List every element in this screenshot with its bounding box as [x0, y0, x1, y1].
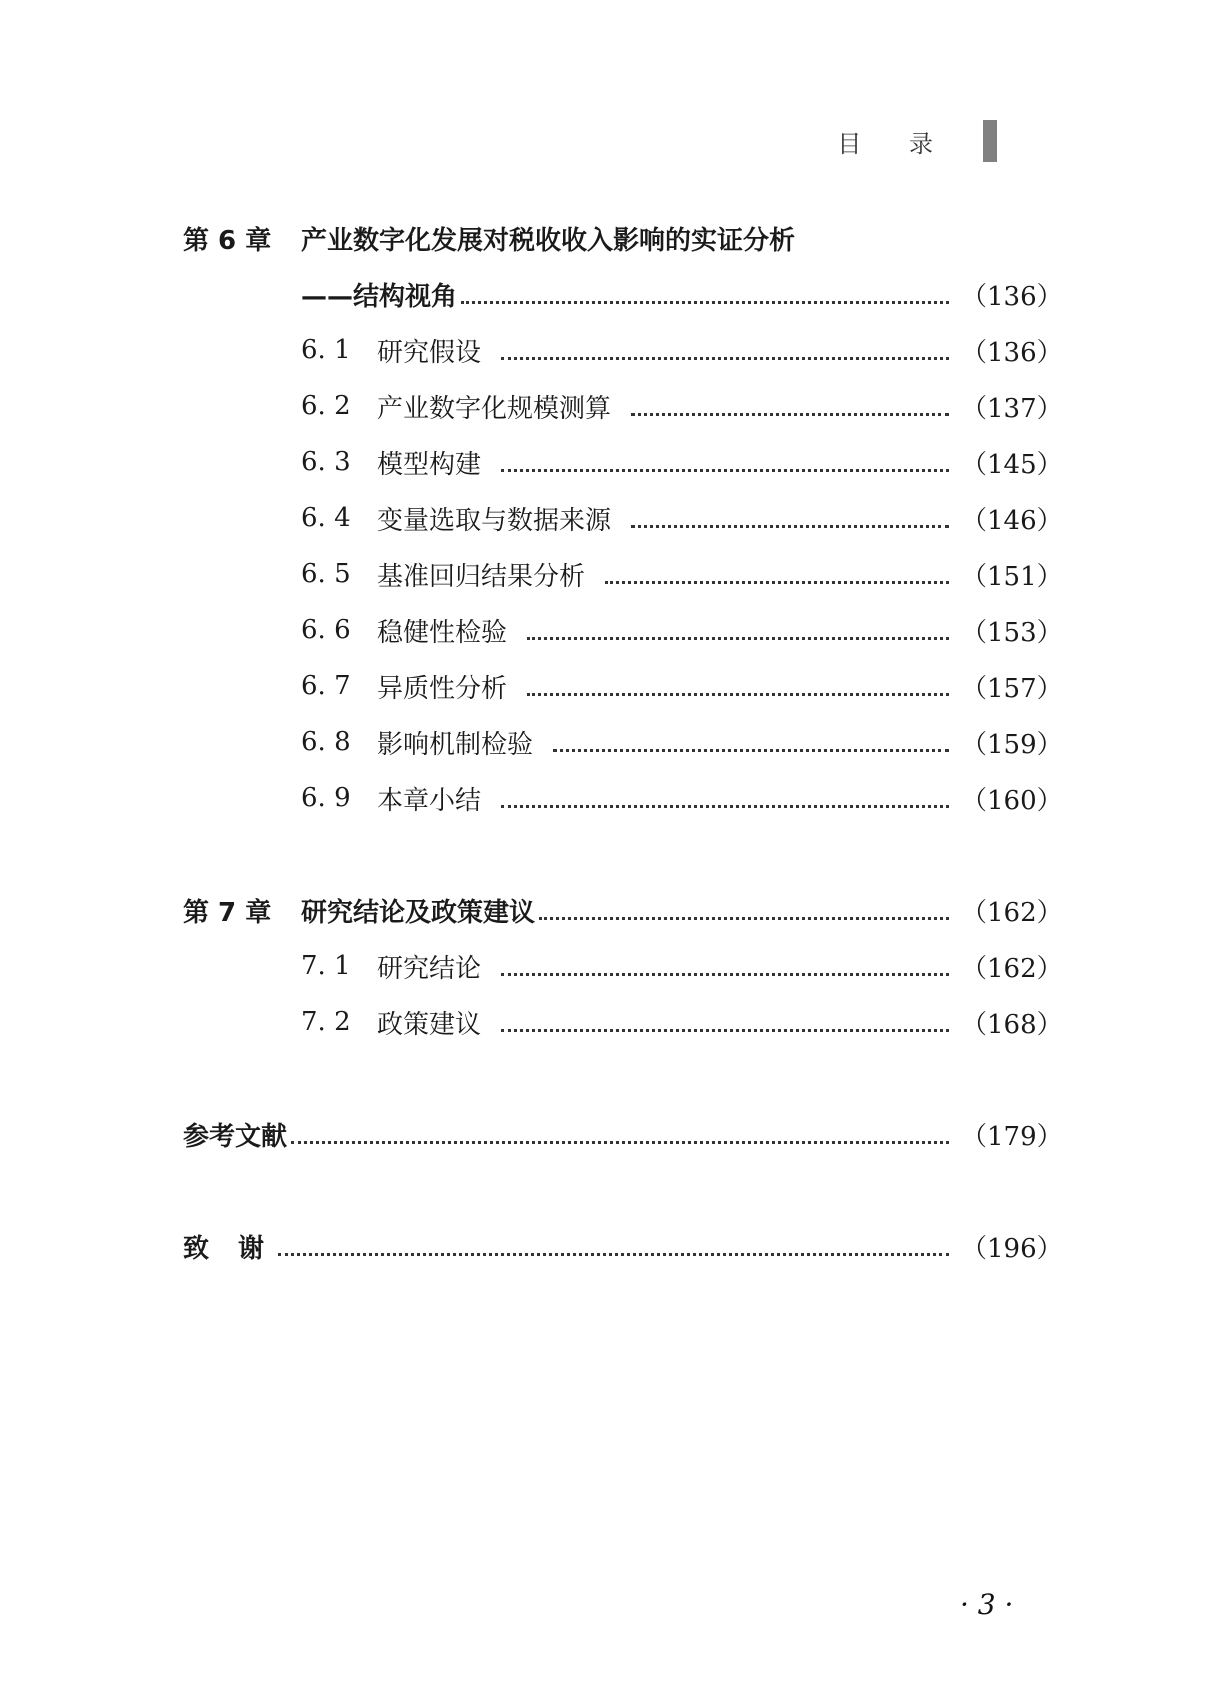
- chapter-title: 研究结论及政策建议: [301, 897, 536, 928]
- section-number: 6. 1: [301, 335, 351, 365]
- dot-leader: [501, 329, 949, 360]
- toc-entry-6-6[interactable]: [183, 610, 1063, 650]
- page-ref: （196）: [961, 1233, 1063, 1264]
- page-ref: （160）: [961, 785, 1063, 816]
- dot-leader: [605, 553, 949, 584]
- dot-leader: [291, 1113, 949, 1144]
- toc-entry-6-2[interactable]: [183, 386, 1063, 426]
- page-ref: （151）: [961, 561, 1063, 592]
- section-title: 政策建议: [377, 1009, 482, 1040]
- toc-entry-6-4[interactable]: [183, 498, 1063, 538]
- section-title: 研究结论: [377, 953, 482, 984]
- toc-entry-6-1[interactable]: [183, 330, 1063, 370]
- chapter-6-subtitle-entry[interactable]: [183, 274, 1063, 314]
- chapter-6-heading[interactable]: [183, 218, 1041, 258]
- page-ref: （159）: [961, 729, 1063, 760]
- toc-entry-6-8[interactable]: [183, 722, 1063, 762]
- section-number: 7. 1: [301, 951, 351, 981]
- dot-leader: [501, 441, 949, 472]
- chapter-number: 第 7 章: [183, 897, 272, 928]
- dot-leader: [278, 1225, 949, 1256]
- running-header: 目 录: [837, 130, 953, 158]
- dot-leader: [631, 385, 949, 416]
- toc-entry-7-2[interactable]: [183, 1002, 1063, 1042]
- section-title: 本章小结: [377, 785, 482, 816]
- section-title: 研究假设: [377, 337, 482, 368]
- section-number: 6. 5: [301, 559, 351, 589]
- section-title: 模型构建: [377, 449, 482, 480]
- page-ref: （145）: [961, 449, 1063, 480]
- page-ref: （179）: [961, 1121, 1063, 1152]
- section-number: 6. 9: [301, 783, 351, 813]
- section-title: 变量选取与数据来源: [377, 505, 612, 536]
- section-number: 6. 6: [301, 615, 351, 645]
- page-ref: （157）: [961, 673, 1063, 704]
- dot-leader: [501, 1001, 949, 1032]
- chapter-number: 第 6 章: [183, 225, 272, 256]
- references-entry[interactable]: [183, 1114, 1063, 1154]
- section-number: 6. 3: [301, 447, 351, 477]
- page-ref: （136）: [961, 281, 1063, 312]
- section-number: 6. 4: [301, 503, 351, 533]
- section-title: 产业数字化规模测算: [377, 393, 612, 424]
- chapter-subtitle: ——结构视角: [301, 281, 458, 312]
- section-number: 6. 8: [301, 727, 351, 757]
- section-number: 6. 7: [301, 671, 351, 701]
- section-title: 异质性分析: [377, 673, 508, 704]
- dot-leader: [631, 497, 949, 528]
- acknowledgements-entry[interactable]: [183, 1226, 1063, 1266]
- page-ref: （137）: [961, 393, 1063, 424]
- page-number: · 3 ·: [960, 1588, 1014, 1621]
- chapter-7-entry[interactable]: [183, 890, 1063, 930]
- page-ref: （162）: [961, 897, 1063, 928]
- acknowledgements-title: 致 谢: [183, 1233, 275, 1264]
- page-ref: （162）: [961, 953, 1063, 984]
- page-ref: （153）: [961, 617, 1063, 648]
- references-title: 参考文献: [183, 1121, 288, 1152]
- section-number: 6. 2: [301, 391, 351, 421]
- dot-leader: [553, 721, 949, 752]
- dot-leader: [501, 945, 949, 976]
- dot-leader: [501, 777, 949, 808]
- dot-leader: [461, 273, 949, 304]
- dot-leader: [539, 889, 949, 920]
- header-bar: [983, 120, 997, 162]
- chapter-title: 产业数字化发展对税收收入影响的实证分析: [301, 225, 796, 256]
- section-title: 基准回归结果分析: [377, 561, 586, 592]
- page-ref: （168）: [961, 1009, 1063, 1040]
- toc-entry-6-7[interactable]: [183, 666, 1063, 706]
- section-title: 稳健性检验: [377, 617, 508, 648]
- page-ref: （146）: [961, 505, 1063, 536]
- toc-entry-7-1[interactable]: [183, 946, 1063, 986]
- dot-leader: [527, 609, 949, 640]
- section-title: 影响机制检验: [377, 729, 534, 760]
- toc-entry-6-3[interactable]: [183, 442, 1063, 482]
- toc-entry-6-9[interactable]: [183, 778, 1063, 818]
- page-ref: （136）: [961, 337, 1063, 368]
- dot-leader: [527, 665, 949, 696]
- toc-entry-6-5[interactable]: [183, 554, 1063, 594]
- section-number: 7. 2: [301, 1007, 351, 1037]
